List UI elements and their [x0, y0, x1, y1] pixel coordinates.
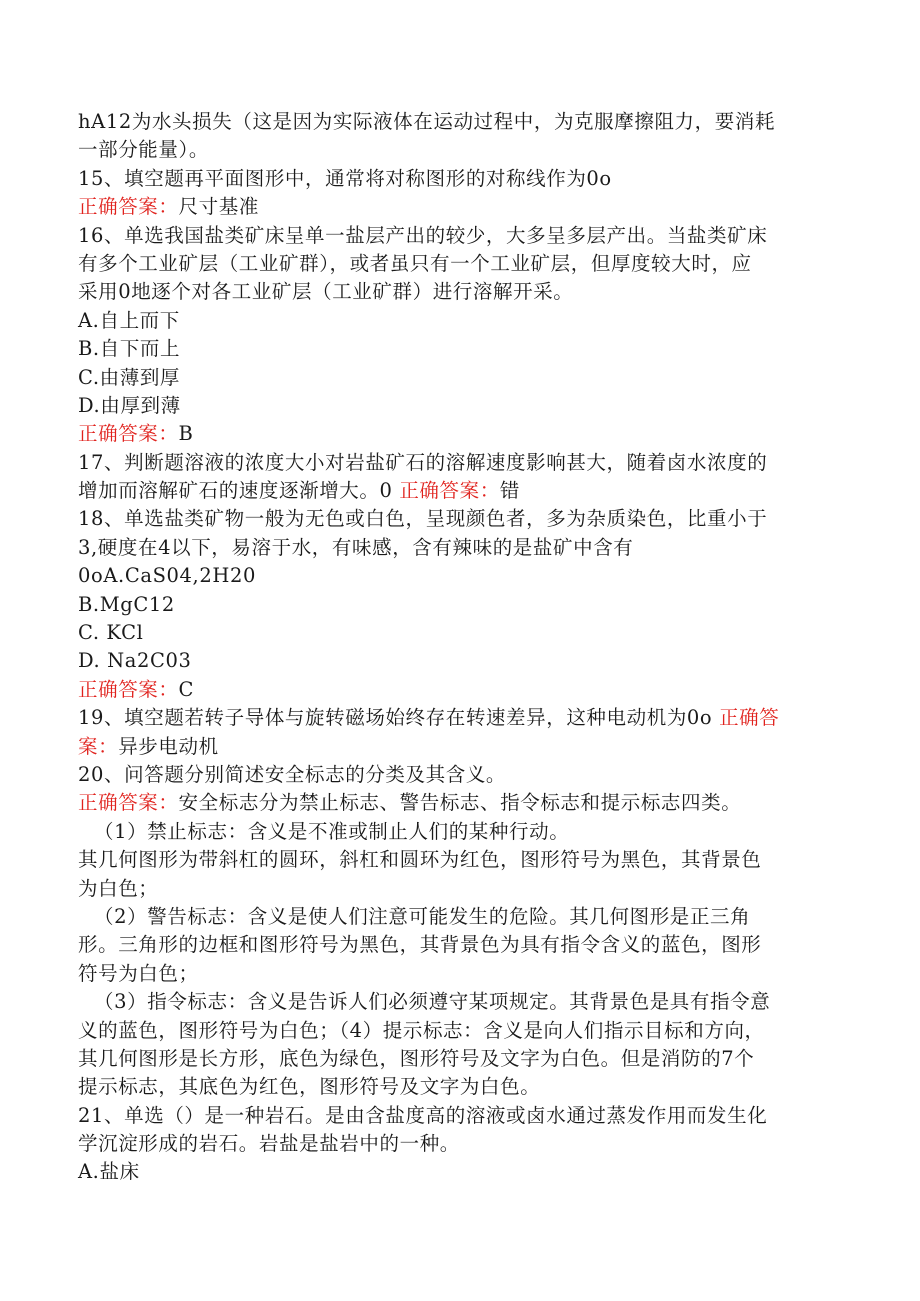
text-line: [78, 931, 838, 959]
text-line: [78, 875, 838, 903]
text-span: 异步电动机: [118, 734, 219, 758]
answer-label: 正确答案：: [399, 479, 500, 503]
answer-label: 正确答: [719, 706, 780, 730]
text-line: [78, 647, 838, 675]
text-span: 义的蓝色，图形符号为白色；（4）提示标志：含义是向人们指示目标和方向，: [78, 1018, 765, 1042]
text-span: 增加而溶解矿石的速度逐渐增大。0: [78, 479, 400, 503]
text-span: 3,硬度在4以下，易溶于水，有味感，含有辣味的是盐矿中含有: [78, 535, 634, 559]
text-line: [78, 562, 838, 590]
text-span: A.自上而下: [78, 308, 180, 332]
text-line: [78, 1158, 838, 1186]
text-line: [78, 733, 838, 761]
text-line: [78, 108, 838, 136]
text-span: 为白色；: [78, 876, 159, 900]
text-span: C: [178, 677, 195, 701]
text-line: [78, 619, 838, 647]
text-span: （1）禁止标志：含义是不准或制止人们的某种行动。: [94, 819, 570, 843]
text-span: 尺寸基准: [178, 195, 259, 219]
text-span: 18、单选盐类矿物一般为无色或白色，呈现颜色者，多为杂质染色，比重小于: [78, 507, 768, 531]
text-span: 20、问答题分别简述安全标志的分类及其含义。: [78, 762, 507, 786]
text-line: [78, 278, 838, 306]
text-line: [78, 505, 838, 533]
text-span: 0oA.CaS04,2H20: [78, 564, 256, 588]
text-line: [78, 392, 838, 420]
text-span: （3）指令标志：含义是告诉人们必须遵守某项规定。其背景色是具有指令意: [94, 990, 771, 1014]
text-line: [78, 903, 838, 931]
text-line: [78, 1130, 838, 1158]
text-span: C. KCl: [78, 621, 144, 645]
text-span: A.盐床: [78, 1160, 140, 1184]
text-line: [78, 136, 838, 164]
text-line: [78, 789, 838, 817]
text-line: [78, 591, 838, 619]
text-span: B.MgC12: [78, 592, 175, 616]
text-span: 其几何图形为带斜杠的圆环，斜杠和圆环为红色，图形符号为黑色，其背景色: [78, 848, 762, 872]
text-line: [78, 1045, 838, 1073]
text-span: 21、单选（）是一种岩石。是由含盐度高的溶液或卤水通过蒸发作用而发生化: [78, 1103, 768, 1127]
text-span: 提示标志，其底色为红色，图形符号及文字为白色。: [78, 1075, 541, 1099]
text-span: 15、填空题再平面图形中，通常将对称图形的对称线作为0o: [78, 166, 612, 190]
text-line: [78, 846, 838, 874]
text-line: [78, 222, 838, 250]
text-span: B.自下而上: [78, 337, 181, 361]
text-line: [78, 193, 838, 221]
text-span: 其几何图形是长方形，底色为绿色，图形符号及文字为白色。但是消防的7个: [78, 1046, 755, 1070]
text-span: B: [178, 422, 194, 446]
answer-label: 正确答案：: [78, 195, 179, 219]
text-line: [78, 960, 838, 988]
document-body: [78, 108, 838, 1187]
text-span: 一部分能量）。: [78, 138, 209, 162]
text-line: [78, 1102, 838, 1130]
text-line: [78, 1073, 838, 1101]
text-span: 安全标志分为禁止标志、警告标志、指令标志和提示标志四类。: [178, 791, 742, 815]
text-line: [78, 704, 838, 732]
text-span: 符号为白色；: [78, 961, 199, 985]
text-line: [78, 449, 838, 477]
text-span: （2）警告标志：含义是使人们注意可能发生的危险。其几何图形是正三角: [94, 904, 751, 928]
text-line: [78, 250, 838, 278]
text-line: [78, 761, 838, 789]
text-span: 形。三角形的边框和图形符号为黑色，其背景色为具有指令含义的蓝色，图形: [78, 933, 762, 957]
text-span: 有多个工业矿层（工业矿群），或者虽只有一个工业矿层，但厚度较大时，应: [78, 251, 752, 275]
text-span: 17、判断题溶液的浓度大小对岩盐矿石的溶解速度影响甚大，随着卤水浓度的: [78, 450, 768, 474]
text-span: D. Na2C03: [78, 649, 192, 673]
text-line: [78, 165, 838, 193]
text-span: 采用0地逐个对各工业矿层（工业矿群）进行溶解开采。: [78, 280, 574, 304]
answer-label: 案：: [78, 734, 119, 758]
answer-label: 正确答案：: [78, 422, 179, 446]
text-span: hA12为水头损失（这是因为实际液体在运动过程中，为克服摩擦阻力，要消耗: [78, 110, 776, 133]
text-line: [78, 1017, 838, 1045]
answer-label: 正确答案：: [78, 791, 179, 815]
text-span: 学沉淀形成的岩石。岩盐是盐岩中的一种。: [78, 1132, 460, 1156]
text-span: C.由薄到厚: [78, 365, 181, 389]
text-line: [78, 420, 838, 448]
text-line: [78, 534, 838, 562]
text-line: [78, 364, 838, 392]
text-line: [78, 818, 838, 846]
text-span: 错: [499, 479, 520, 503]
text-span: 16、单选我国盐类矿床呈单一盐层产出的较少，大多呈多层产出。当盐类矿床: [78, 223, 768, 247]
text-line: [78, 988, 838, 1016]
text-line: [78, 676, 838, 704]
text-span: 19、填空题若转子导体与旋转磁场始终存在转速差异，这种电动机为0o: [78, 706, 720, 730]
text-line: [78, 477, 838, 505]
text-line: [78, 335, 838, 363]
text-line: [78, 307, 838, 335]
answer-label: 正确答案：: [78, 677, 179, 701]
text-span: D.由厚到薄: [78, 393, 181, 417]
